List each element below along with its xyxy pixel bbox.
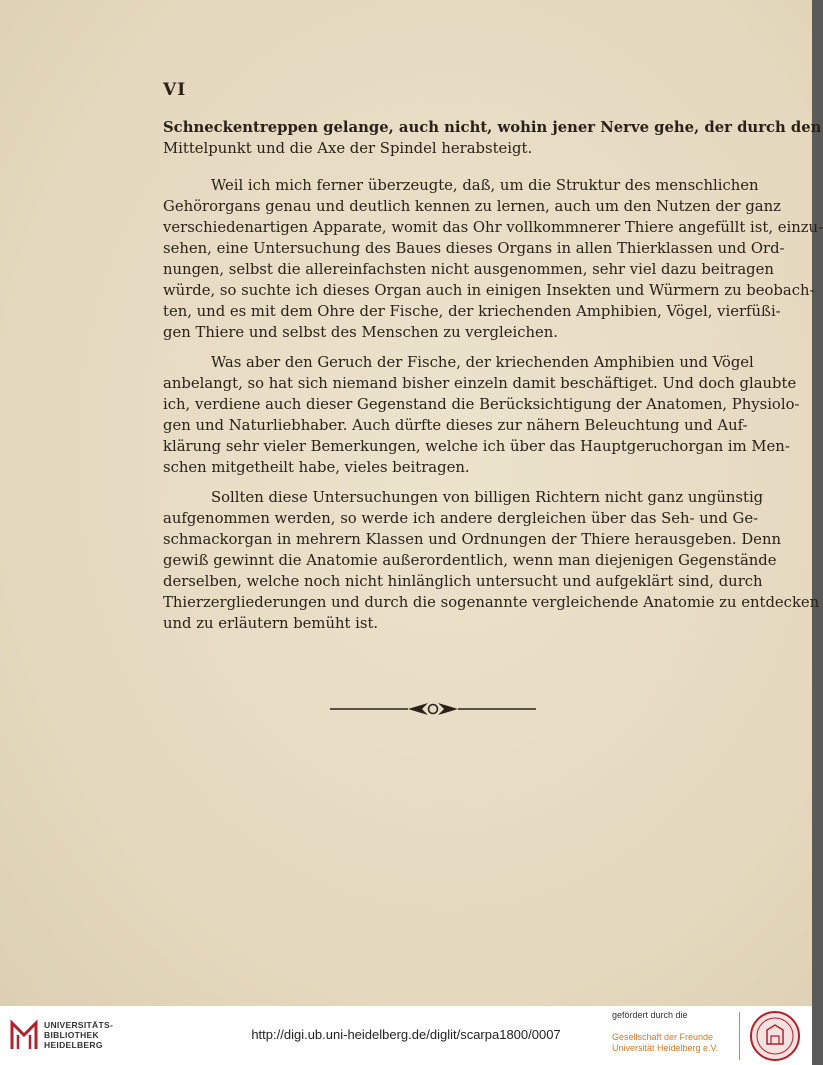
text-line: Weil ich mich ferner überzeugte, daß, um die Struktur des menschlichen	[211, 177, 759, 194]
permalink-url[interactable]: http://digi.ub.uni-heidelberg.de/diglit/scarpa1800/0007	[251, 1027, 561, 1042]
text-line: aufgenommen werden, so werde ich andere dergleichen über das Seh- und Ge-	[163, 510, 759, 527]
text-line: klärung sehr vieler Bemerkungen, welche ich über das Hauptgeruchorgan im Men-	[163, 438, 790, 455]
page-number: VI	[163, 80, 187, 100]
text-line: würde, so suchte ich dieses Organ auch in einigen Insekten und Würmern zu beobach-	[163, 282, 815, 299]
text-line: ten, und es mit dem Ohre der Fische, der kriechenden Amphibien, Vögel, vierfüßi-	[163, 303, 781, 320]
university-seal-icon	[749, 1010, 801, 1062]
sponsor-note	[612, 1010, 734, 1054]
library-name: UNIVERSITÄTS- BIBLIOTHEK HEIDELBERG	[44, 1020, 114, 1050]
sponsor-org-line: Gesellschaft der Freunde	[612, 1032, 714, 1042]
text-line: Mittelpunkt und die Axe der Spindel herabsteigt.	[163, 140, 533, 157]
text-line: und zu erläutern bemüht ist.	[163, 615, 379, 632]
text-line: Was aber den Geruch der Fische, der kriechenden Amphibien und Vögel	[211, 354, 754, 371]
text-line: gewiß gewinnt die Anatomie außerordentlich, wenn man diejenigen Gegenstände	[163, 552, 777, 569]
text-line: Gehörorgans genau und deutlich kennen zu lernen, auch um den Nutzen der ganz	[163, 198, 781, 215]
paragraph-1	[163, 175, 823, 343]
text-line: gen Thiere und selbst des Menschen zu vergleichen.	[163, 324, 559, 341]
text-line: nungen, selbst die allereinfachsten nicht ausgenommen, sehr viel dazu beitragen	[163, 261, 774, 278]
text-line: verschiedenartigen Apparate, womit das Ohr vollkommnerer Thiere angefüllt ist, einzu-	[163, 219, 823, 236]
sponsor-prefix: gefördert durch die	[612, 1010, 688, 1020]
footer-divider	[739, 1012, 740, 1060]
heading-paragraph	[163, 117, 822, 159]
text-line: schen mitgetheilt habe, vieles beitragen.	[163, 459, 470, 476]
paragraph-3	[163, 487, 820, 634]
digitization-footer	[0, 1006, 812, 1065]
text-line: Thierzergliederungen und durch die sogenannte vergleichende Anatomie zu entdecken	[163, 594, 820, 611]
text-line: anbelangt, so hat sich niemand bisher einzeln damit beschäftiget. Und doch glaubte	[163, 375, 797, 392]
ornament-divider	[330, 698, 536, 720]
text-line: Sollten diese Untersuchungen von billigen Richtern nicht ganz ungünstig	[211, 489, 764, 506]
text-line: sehen, eine Untersuchung des Baues dieses Organs in allen Thierklassen und Ord-	[163, 240, 785, 257]
text-line: gen und Naturliebhaber. Auch dürfte dieses zur nähern Beleuchtung und Auf-	[163, 417, 748, 434]
text-line: schmackorgan in mehrern Klassen und Ordnungen der Thiere herausgeben. Denn	[163, 531, 782, 548]
text-line: ich, verdiene auch dieser Gegenstand die Berücksichtigung der Anatomen, Physiolo-	[163, 396, 800, 413]
sponsor-org-line: Universität Heidelberg e.V.	[612, 1043, 719, 1053]
text-line: Schneckentreppen gelange, auch nicht, wohin jener Nerve gehe, der durch den	[163, 119, 822, 136]
text-line: derselben, welche noch nicht hinlänglich untersucht und aufgeklärt sind, durch	[163, 573, 763, 590]
paragraph-2	[163, 352, 800, 478]
